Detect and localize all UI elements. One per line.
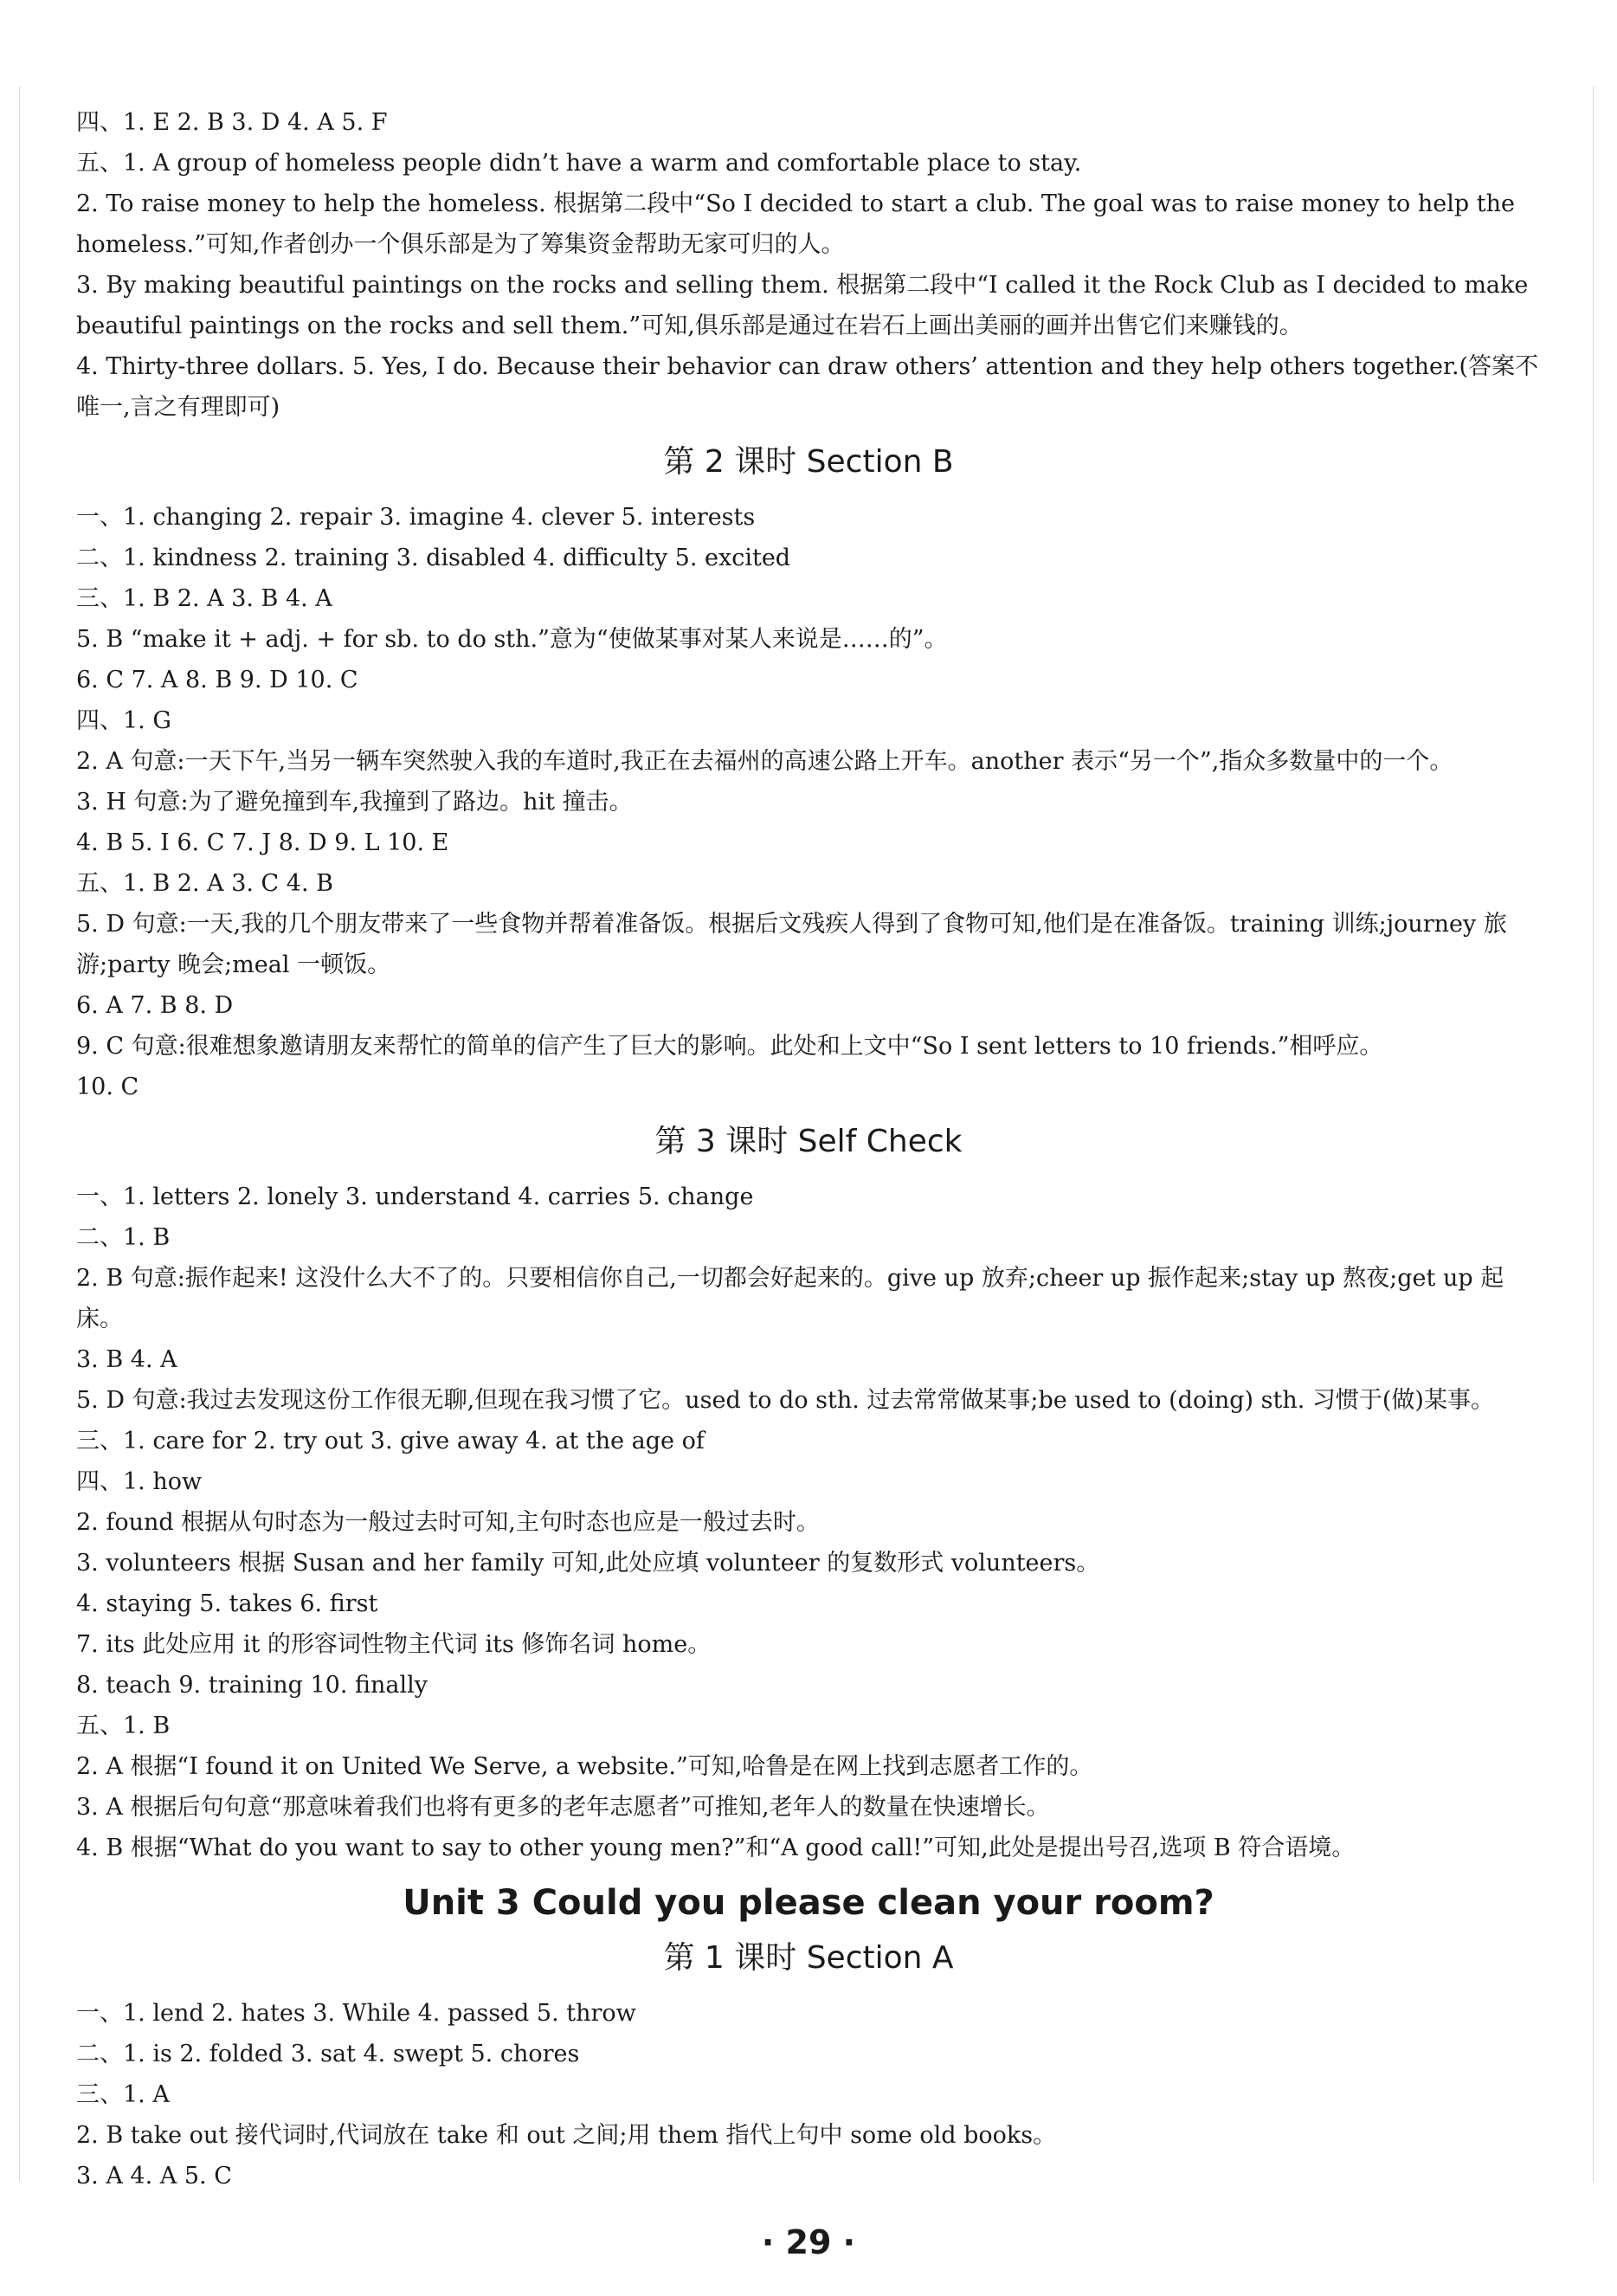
section-heading: 第 1 课时 Section A: [663, 1940, 954, 1976]
answer-line: 3. B 4. A: [76, 1346, 177, 1373]
answer-line: 6. A 7. B 8. D: [76, 992, 234, 1019]
answer-line: 5. B “make it + adj. + for sb. to do sth.”意为“使做某事对某人来说是……的”。: [76, 626, 948, 653]
answer-line: 7. its 此处应用 it 的形容词性物主代词 its 修饰名词 home。: [76, 1631, 712, 1658]
unit-title: Unit 3 Could you please clean your room?: [403, 1883, 1214, 1923]
answer-line: 2. found 根据从句时态为一般过去时可知,主句时态也应是一般过去时。: [76, 1509, 820, 1536]
answer-line: 3. A 根据后句句意“那意味着我们也将有更多的老年志愿者”可推知,老年人的数量在快速增长。: [76, 1794, 1050, 1821]
answer-line: 二、1. is 2. folded 3. sat 4. swept 5. chores: [76, 2041, 580, 2067]
answer-line: 五、1. B: [76, 1712, 171, 1739]
section-heading: 第 2 课时 Section B: [663, 444, 954, 480]
answer-line: 一、1. letters 2. lonely 3. understand 4. carries 5. change: [76, 1183, 754, 1210]
answer-line: 4. B 根据“What do you want to say to other young men?”和“A good call!”可知,此处是提出号召,选项 B 符合语境。: [76, 1835, 1356, 1861]
left-margin-line: [19, 87, 20, 2182]
right-margin-line: [1593, 87, 1594, 2182]
answer-line: 9. C 句意:很难想象邀请朋友来帮忙的简单的信产生了巨大的影响。此处和上文中“So I sent letters to 10 friends.”相呼应。: [76, 1033, 1383, 1060]
answer-line: 二、1. B: [76, 1224, 171, 1251]
answer-line: 10. C: [76, 1074, 139, 1100]
answer-line: 四、1. E 2. B 3. D 4. A 5. F: [76, 109, 388, 136]
answer-line: 一、1. lend 2. hates 3. While 4. passed 5. throw: [76, 2000, 636, 2027]
answer-line: 2. B 句意:振作起来! 这没什么大不了的。只要相信你自己,一切都会好起来的。give up 放弃;cheer up 振作起来;stay up 熬夜;get up 起床。: [76, 1265, 1504, 1332]
answer-line: 四、1. G: [76, 707, 171, 734]
answer-line: 五、1. A group of homeless people didn’t have a warm and comfortable place to stay.: [76, 150, 1082, 177]
answer-content: [76, 102, 1541, 2196]
answer-line: 三、1. A: [76, 2081, 170, 2108]
answer-line: 2. To raise money to help the homeless. 根据第二段中“So I decided to start a club. The goal was to raise money to help the homeless.”可知,作者创办一个俱乐部是为了筹集资金帮助无家可归的人。: [76, 190, 1515, 258]
answer-line: 2. A 根据“I found it on United We Serve, a website.”可知,哈鲁是在网上找到志愿者工作的。: [76, 1753, 1093, 1780]
answer-line: 3. volunteers 根据 Susan and her family 可知,此处应填 volunteer 的复数形式 volunteers。: [76, 1550, 1100, 1577]
page-number: · 29 ·: [761, 2223, 856, 2261]
answer-line: 6. C 7. A 8. B 9. D 10. C: [76, 667, 358, 693]
answer-line: 4. staying 5. takes 6. first: [76, 1590, 378, 1617]
answer-line: 3. H 句意:为了避免撞到车,我撞到了路边。hit 撞击。: [76, 789, 633, 816]
answer-line: 4. B 5. I 6. C 7. J 8. D 9. L 10. E: [76, 829, 449, 856]
answer-line: 3. A 4. A 5. C: [76, 2163, 232, 2190]
answer-line: 4. Thirty-three dollars. 5. Yes, I do. Because their behavior can draw others’ attention and they help others together.(答案不唯一,言之有理即可): [76, 353, 1539, 421]
answer-line: 5. D 句意:我过去发现这份工作很无聊,但现在我习惯了它。used to do sth. 过去常常做某事;be used to (doing) sth. 习惯于(做)某事。: [76, 1387, 1494, 1414]
answer-line: 5. D 句意:一天,我的几个朋友带来了一些食物并帮着准备饭。根据后文残疾人得到了食物可知,他们是在准备饭。training 训练;journey 旅游;party 晚会;meal 一顿饭。: [76, 911, 1507, 978]
answer-line: 二、1. kindness 2. training 3. disabled 4. difficulty 5. excited: [76, 545, 791, 571]
answer-line: 五、1. B 2. A 3. C 4. B: [76, 870, 333, 897]
answer-line: 三、1. B 2. A 3. B 4. A: [76, 585, 332, 612]
answer-line: 四、1. how: [76, 1468, 203, 1495]
answer-line: 一、1. changing 2. repair 3. imagine 4. clever 5. interests: [76, 504, 756, 531]
answer-line: 2. A 句意:一天下午,当另一辆车突然驶入我的车道时,我正在去福州的高速公路上开车。another 表示“另一个”,指众多数量中的一个。: [76, 748, 1453, 775]
section-heading: 第 3 课时 Self Check: [654, 1124, 963, 1159]
answer-line: 8. teach 9. training 10. finally: [76, 1672, 428, 1699]
answer-line: 3. By making beautiful paintings on the rocks and selling them. 根据第二段中“I called it the Rock Club as I decided to make beautiful paintings on the rocks and sell them.”可知,俱乐部是通过在岩石上画出美丽的画并出售它们来赚钱的。: [76, 272, 1529, 339]
answer-line: 三、1. care for 2. try out 3. give away 4. at the age of: [76, 1428, 705, 1454]
answer-line: 2. B take out 接代词时,代词放在 take 和 out 之间;用 them 指代上句中 some old books。: [76, 2122, 1057, 2149]
